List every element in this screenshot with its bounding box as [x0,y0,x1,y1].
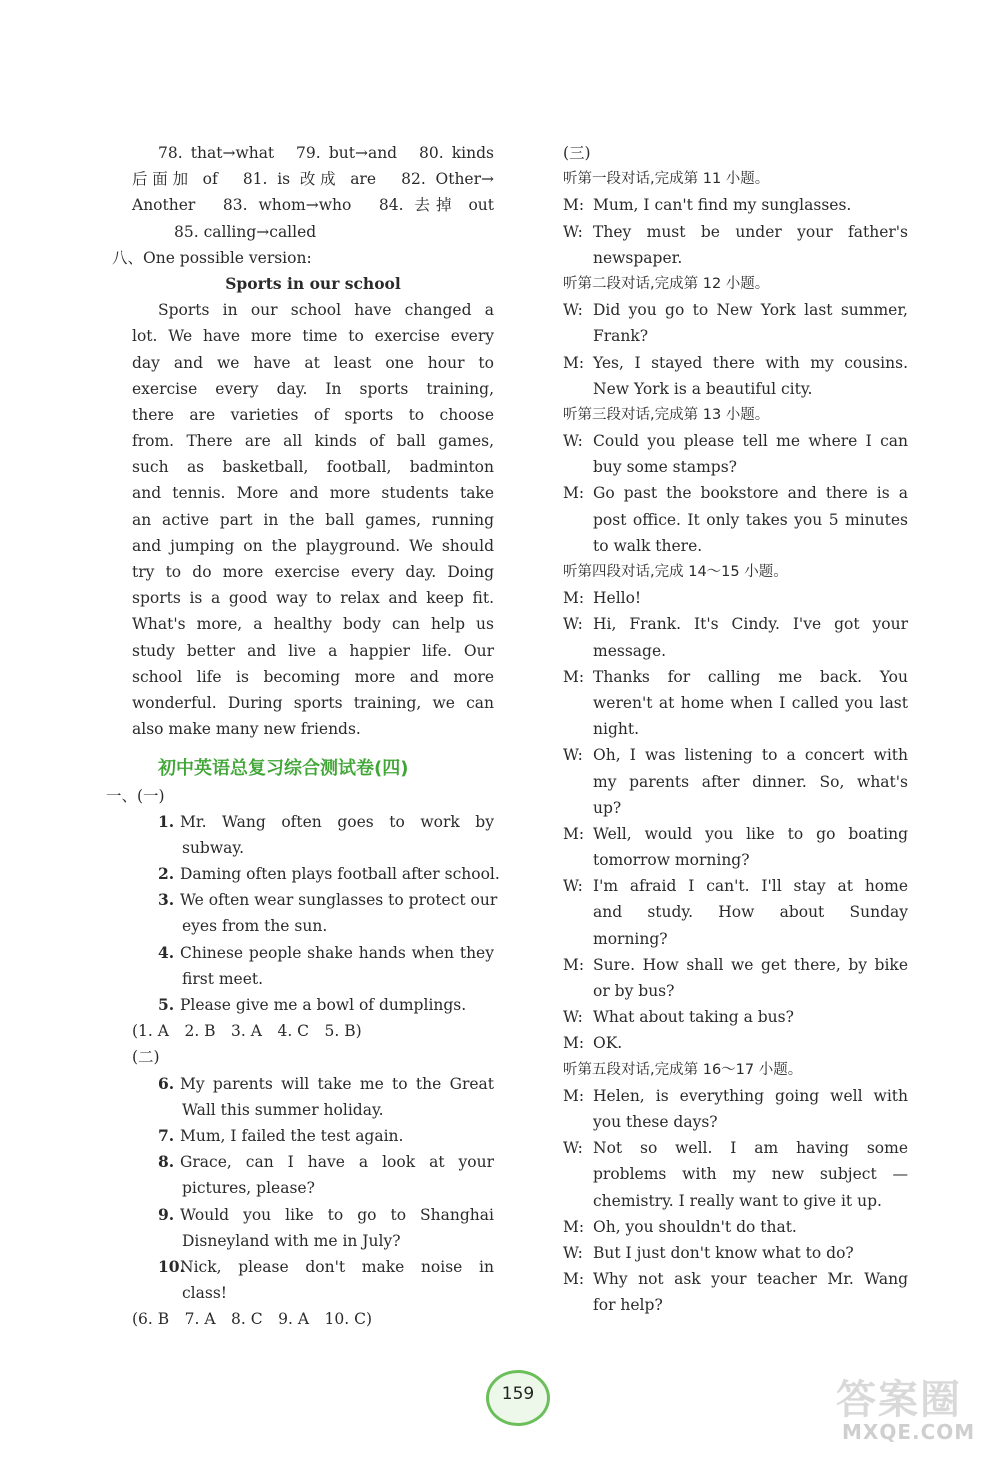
dialogue-line [563,611,908,637]
part1-items [132,809,500,1019]
dialogue-text-continued: you these days? [593,1112,718,1131]
section-label: 八、One possible version: [112,248,312,267]
dialogue-text: Hello! [593,589,642,608]
dialogue-text-continued: newspaper. [593,248,683,267]
item-number: 3. [158,890,175,910]
dialogue-line [563,1214,908,1240]
item-text: Please give me a bowl of dumplings. [180,996,467,1014]
dialogue-text: Well, would you like to go boating [593,824,908,843]
speaker-label: W: [563,1139,583,1158]
list-item [132,992,494,1018]
dialogue-text-continued: tomorrow morning? [593,851,750,870]
list-item [132,1149,494,1175]
speaker-label: M: [563,196,585,215]
speaker-label: W: [563,746,583,765]
list-item [132,1123,494,1149]
speaker-label: W: [563,877,583,896]
speaker-label: W: [563,301,583,320]
dialogue-line [563,480,908,506]
dialogue-line [563,873,908,899]
dialogue-text: Could you please tell me where I can [593,432,908,451]
answer-key: (1. A 2. B 3. A 4. C 5. B) [132,1022,362,1041]
right-column [563,140,908,1318]
item-text: We often wear sunglasses to protect our [180,891,498,910]
list-item [132,861,500,887]
speaker-label: W: [563,1243,583,1262]
speaker-label: W: [563,432,583,451]
dialogue-line [563,1135,908,1161]
dialogue-line [563,428,908,454]
essay-line: Sports in our school have changed a [158,301,494,320]
dialogue-text: What about taking a bus? [593,1008,794,1027]
speaker-label: M: [563,1270,585,1289]
dialogue-text-continued: morning? [593,929,668,948]
item-number: 9. [158,1204,175,1224]
dialogue-text: Go past the bookstore and there is a [593,484,908,503]
dialogue-line [563,297,908,323]
dialogue-text: Did you go to New York last summer, [593,301,908,320]
essay-title: Sports in our school [225,273,401,293]
essay-line: and jumping on the playground. We should [132,536,494,555]
dialogue-text: Why not ask your teacher Mr. Wang [593,1270,908,1289]
item-text-continued: class! [182,1284,228,1303]
dialogue-text-continued: up? [593,798,622,817]
dialogue-line [563,219,908,245]
list-item [132,940,494,966]
dialogue-line [563,1240,908,1266]
essay-line: study better and live a happier life. Our [132,641,494,660]
speaker-label: M: [563,824,585,843]
watermark-url: MXQE.COM [842,1420,976,1444]
item-text-continued: Disneyland with me in July? [182,1231,401,1250]
essay-line: try to do more exercise every day. Doing [132,563,494,581]
item-text-continued: Wall this summer holiday. [182,1100,384,1119]
part-label: (二) [132,1048,160,1067]
speaker-label: M: [563,955,585,974]
item-number: 1. [158,811,175,831]
dialogue-transcripts [563,166,908,1318]
dialogue-line [563,1004,908,1030]
left-column [106,140,500,1332]
page-number-badge [486,1370,548,1424]
dialogue-text-continued: my parents after dinner. So, what's [593,772,908,791]
dialogue-line [563,192,908,218]
item-number: 8. [158,1152,175,1172]
essay-line: wonderful. During sports training, we can [132,693,494,712]
dialogue-text-continued: to walk there. [593,536,703,555]
dialogue-line [563,585,908,611]
essay-line: day and we have at least one hour to [132,353,494,372]
dialogue-text: Thanks for calling me back. You [593,667,908,686]
item-text: Grace, can I have a look at your [180,1153,494,1172]
list-item [132,809,494,835]
dialogue-text-continued: post office. It only takes you 5 minutes [593,510,908,529]
speaker-label: M: [563,589,585,608]
dialogue-text: Hi, Frank. It's Cindy. I've got your [593,615,908,634]
essay-line: and tennis. More and more students take [132,484,494,503]
dialogue-line [563,1083,908,1109]
speaker-label: M: [563,1034,585,1053]
essay-line: school life is becoming more and more [132,667,494,686]
dialogue-text: Mum, I can't find my sunglasses. [593,196,852,215]
dialogue-line [563,1266,908,1292]
dialogue-text: Not so well. I am having some [593,1139,908,1158]
item-number: 7. [158,1125,175,1145]
list-item [132,1202,494,1228]
item-text-continued: first meet. [182,969,264,988]
item-text: My parents will take me to the Great [180,1074,494,1093]
dialogue-line [563,664,908,690]
watermark [830,1368,990,1448]
dialogue-text: Oh, I was listening to a concert with [593,746,908,765]
speaker-label: W: [563,615,583,634]
dialogue-text: But I just don't know what to do? [593,1243,854,1262]
part2-items [132,1071,494,1307]
item-text-continued: pictures, please? [182,1179,315,1198]
dialogue-text-continued: night. [593,720,640,739]
essay-line: also make many new friends. [132,720,361,739]
dialogue-text-continued: or by bus? [593,982,675,1000]
essay-line: sports is a good way to relax and keep fit. [132,589,494,608]
test-title: 初中英语总复习综合测试卷(四) [158,758,409,780]
dialogue-text-continued: weren't at home when I called you last [593,693,908,712]
essay-line: there are varieties of sports to choose [132,405,494,424]
dialogue-text: Sure. How shall we get there, by bike [593,955,908,974]
dialogue-text-continued: buy some stamps? [593,458,737,477]
speaker-label: W: [563,1008,583,1027]
part-label: 一、(一) [106,786,165,805]
dialogue-text-continued: New York is a beautiful city. [593,379,813,398]
dialogue-line [563,350,908,376]
item-text: Would you like to go to Shanghai [180,1205,494,1224]
item-number: 2. [158,864,175,884]
answer-line: Another 83. whom→who 84. 去掉 out [132,196,494,215]
dialogue-instruction: 听第二段对话,完成第 12 小题。 [563,275,770,292]
dialogue-instruction: 听第五段对话,完成第 16～17 小题。 [563,1061,803,1078]
essay-body [132,297,494,742]
speaker-label: M: [563,353,585,372]
dialogue-line [563,1030,908,1056]
watermark-logo: 答案圈 [836,1377,962,1423]
speaker-label: W: [563,222,583,241]
essay-line: lot. We have more time to exercise every [132,327,494,346]
dialogue-text-continued: for help? [593,1296,663,1315]
dialogue-line [563,821,908,847]
dialogue-text-continued: chemistry. I really want to give it up. [593,1191,882,1210]
list-item [132,1254,494,1280]
speaker-label: M: [563,484,585,503]
item-number: 6. [158,1073,175,1093]
dialogue-line [563,952,908,978]
item-text: Chinese people shake hands when they [180,943,494,962]
item-text: Nick, please don't make noise in [180,1257,494,1276]
page-number: 159 [501,1384,535,1404]
dialogue-text-continued: and study. How about Sunday [593,903,908,922]
dialogue-instruction: 听第一段对话,完成第 11 小题。 [563,171,770,188]
dialogue-text-continued: problems with my new subject — [593,1165,908,1184]
dialogue-text-continued: message. [593,641,667,660]
item-number: 4. [158,942,175,962]
dialogue-text: Helen, is everything going well with [593,1086,908,1105]
essay-line: such as basketball, football, badminton [132,458,494,477]
item-text: Mr. Wang often goes to work by [180,812,494,831]
answer-line: 85. calling→called [174,222,317,241]
item-number: 5. [158,995,175,1014]
essay-line: from. There are all kinds of ball games, [132,432,494,451]
essay-line: an active part in the ball games, running [132,510,494,529]
item-text: Mum, I failed the test again. [180,1126,404,1145]
list-item [132,1071,494,1097]
essay-line: What's more, a healthy body can help us [132,615,494,634]
list-item [132,887,498,913]
part-label: (三) [563,144,591,162]
speaker-label: M: [563,1217,585,1236]
item-text: Daming often plays football after school. [180,865,500,884]
dialogue-instruction: 听第三段对话,完成第 13 小题。 [563,406,770,423]
speaker-label: M: [563,1086,585,1105]
dialogue-text: Yes, I stayed there with my cousins. [593,353,908,372]
speaker-label: M: [563,667,585,686]
item-number: 10. [158,1256,185,1276]
dialogue-line [563,742,908,768]
dialogue-text: Oh, you shouldn't do that. [593,1217,797,1236]
dialogue-instruction: 听第四段对话,完成 14～15 小题。 [563,564,788,580]
essay-line: exercise every day. In sports training, [132,379,494,398]
answer-key: (6. B 7. A 8. C 9. A 10. C) [132,1310,373,1329]
item-text-continued: subway. [182,838,244,857]
answer-line: 后面加 of 81. is 改成 are 82. Other→ [132,170,494,189]
dialogue-text-continued: Frank? [593,327,649,346]
dialogue-text: OK. [593,1034,623,1053]
item-text-continued: eyes from the sun. [182,917,328,936]
dialogue-text: They must be under your father's [593,222,908,241]
dialogue-text: I'm afraid I can't. I'll stay at home [593,877,908,896]
answer-line: 78. that→what 79. but→and 80. kinds [158,144,494,162]
